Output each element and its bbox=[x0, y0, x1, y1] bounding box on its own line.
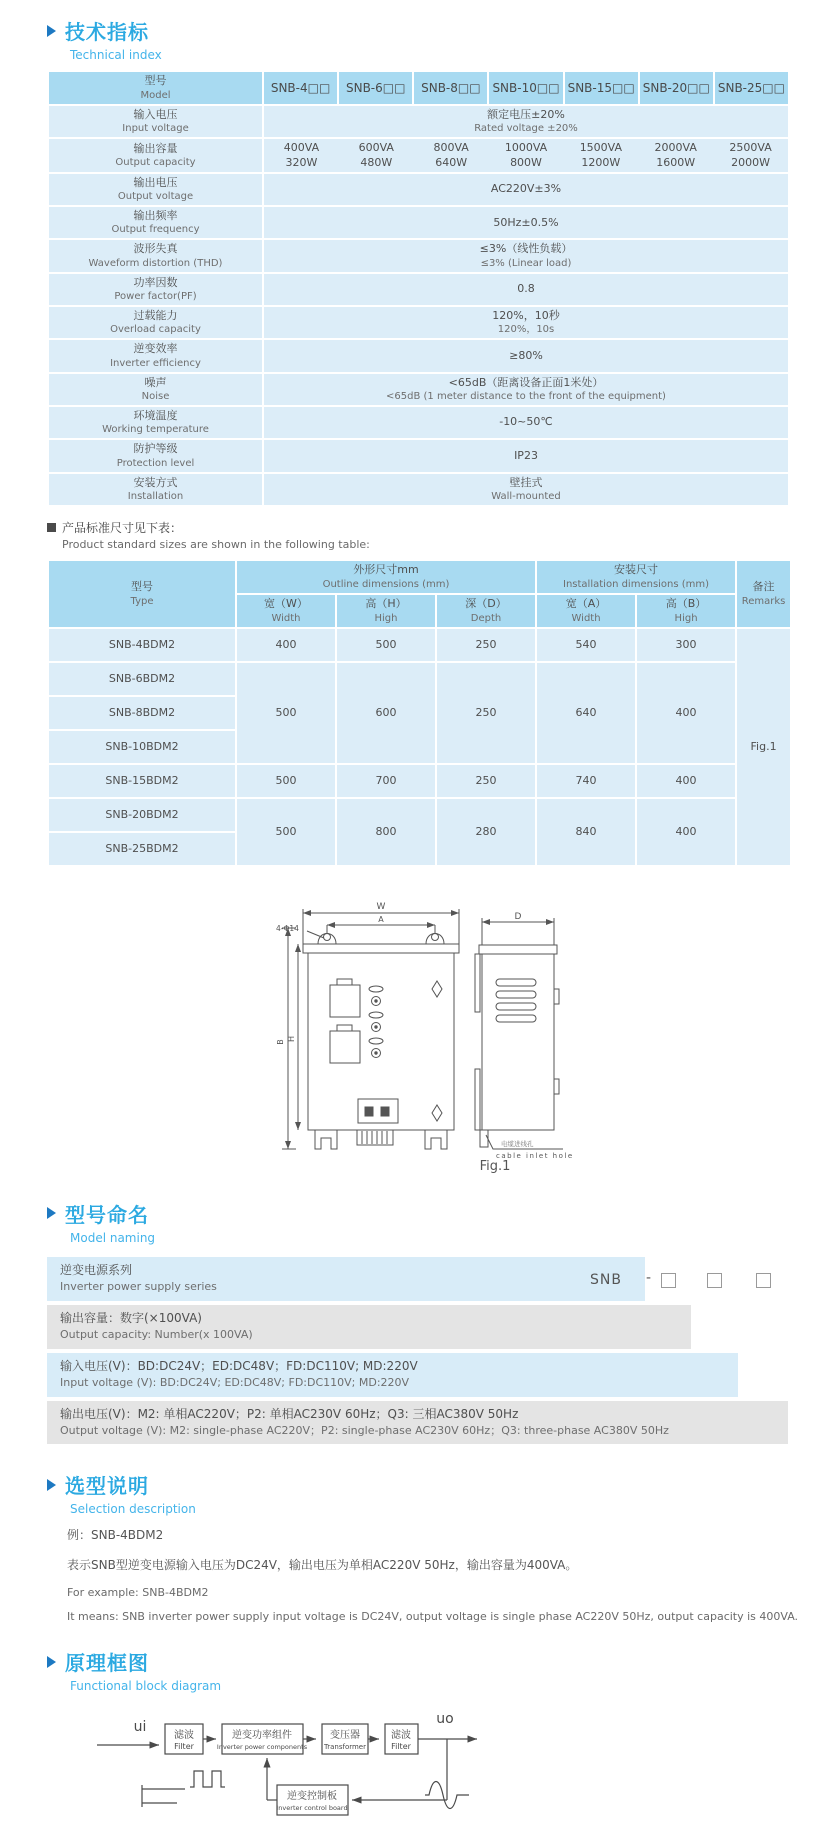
spec-model-col: SNB-6□□ bbox=[338, 71, 413, 105]
diagram-section-header bbox=[47, 1647, 830, 1676]
size-dim-cell: 280 bbox=[436, 798, 536, 866]
size-type-cell: SNB-15BDM2 bbox=[48, 764, 236, 798]
spec-row-value: 壁挂式 Wall-mounted bbox=[263, 473, 789, 506]
naming-row bbox=[47, 1305, 691, 1349]
size-dim-cell: 500 bbox=[336, 628, 436, 662]
model-code-box-3 bbox=[756, 1273, 771, 1288]
datasheet-page bbox=[0, 16, 830, 1824]
capacity-cell: 800VA 640W bbox=[433, 141, 469, 169]
section-subtitle: Functional block diagram bbox=[70, 1679, 222, 1694]
holes-label: 4-Φ14 bbox=[276, 923, 299, 933]
size-header-row-1 bbox=[48, 560, 791, 594]
size-note-cn: 产品标准尺寸见下表： bbox=[62, 520, 183, 535]
size-dim-cell: 250 bbox=[436, 662, 536, 764]
diagram-box-en: Inverter power components bbox=[216, 1743, 308, 1752]
value-en: Rated voltage ±20% bbox=[474, 123, 578, 135]
size-type-cell: SNB-20BDM2 bbox=[48, 798, 236, 832]
size-type-cell: SNB-4BDM2 bbox=[48, 628, 236, 662]
naming-row-en: Input voltage (V): BD:DC24V; ED:DC48V; FD:DC110V; MD:220V bbox=[60, 1376, 410, 1390]
spec-model-col: SNB-10□□ bbox=[488, 71, 563, 105]
size-note bbox=[47, 519, 830, 536]
model-code: SNB bbox=[590, 1271, 622, 1288]
label-cn: 功率因数 bbox=[133, 275, 178, 289]
size-dim-cell: 740 bbox=[536, 764, 636, 798]
label-en: Installation bbox=[127, 490, 184, 502]
table-row bbox=[48, 138, 789, 173]
spec-row-value bbox=[263, 105, 789, 138]
spec-row-value: ≤3%（线性负载） ≤3% (Linear load) bbox=[263, 239, 789, 272]
size-dim-cell: 500 bbox=[236, 764, 336, 798]
spec-row-label bbox=[48, 173, 263, 206]
spec-row-value: 0.8 bbox=[263, 273, 789, 306]
spec-model-col: SNB-8□□ bbox=[413, 71, 488, 105]
value-cn: 额定电压±20% bbox=[487, 108, 565, 121]
capacity-cell: 2500VA 2000W bbox=[729, 141, 772, 169]
size-dim-cell: 500 bbox=[236, 662, 336, 764]
size-type-cell: SNB-25BDM2 bbox=[48, 832, 236, 866]
size-dim-cell: 700 bbox=[336, 764, 436, 798]
spec-header-row bbox=[48, 71, 789, 105]
section-title: 技术指标 bbox=[65, 20, 149, 44]
size-dim-cell: 250 bbox=[436, 628, 536, 662]
block-diagram bbox=[85, 1705, 605, 1840]
spec-row-label bbox=[48, 373, 263, 406]
capacity-cell: 400VA 320W bbox=[283, 141, 320, 169]
spec-row-value: 120%，10秒 120%，10s bbox=[263, 306, 789, 339]
label-cn: 环境温度 bbox=[133, 408, 178, 422]
naming-row-cn: 逆变电源系列 bbox=[60, 1262, 133, 1277]
label-en: Inverter efficiency bbox=[110, 357, 201, 369]
inlet-label-cn: 电缆进线孔 bbox=[501, 1139, 534, 1148]
spec-row-label bbox=[48, 439, 263, 472]
naming-row-en: Inverter power supply series bbox=[60, 1280, 217, 1294]
size-header-remarks: 备注 Remarks bbox=[736, 560, 791, 628]
diagram-input-label: ui bbox=[133, 1719, 147, 1736]
table-row bbox=[48, 306, 789, 339]
table-row bbox=[48, 798, 791, 832]
naming-row-cn: 输出容量：数字(×100VA) bbox=[60, 1310, 202, 1325]
spec-row-label bbox=[48, 239, 263, 272]
selection-meaning-cn: 表示SNB型逆变电源输入电压为DC24V，输出电压为单相AC220V 50Hz，输出容量为400VA。 bbox=[67, 1558, 578, 1573]
spec-row-value: <65dB（距离设备正面1米处） <65dB (1 meter distance to the front of the equipment) bbox=[263, 373, 789, 406]
label-en: Output frequency bbox=[111, 224, 200, 236]
size-note-en: Product standard sizes are shown in the following table: bbox=[62, 537, 370, 551]
label-en: Input voltage bbox=[122, 123, 189, 135]
size-subcol: 宽（W） Width bbox=[236, 594, 336, 628]
section-subtitle: Technical index bbox=[70, 48, 162, 62]
table-row bbox=[48, 628, 791, 662]
naming-section-header bbox=[47, 1199, 830, 1228]
spec-row-label bbox=[48, 105, 263, 138]
dimension-drawing bbox=[230, 897, 700, 1177]
diagram-box-cn: 逆变控制板 bbox=[287, 1791, 337, 1803]
label-cn: 输出容量 bbox=[133, 141, 178, 155]
table-row bbox=[48, 105, 789, 138]
size-header-install: 安装尺寸 Installation dimensions (mm) bbox=[536, 560, 736, 594]
size-type-cell: SNB-6BDM2 bbox=[48, 662, 236, 696]
table-row bbox=[48, 373, 789, 406]
table-row bbox=[48, 406, 789, 439]
label-cn: 输出频率 bbox=[133, 209, 178, 223]
selection-section-header bbox=[47, 1470, 830, 1499]
size-header-outline: 外形尺寸mm Outline dimensions (mm) bbox=[236, 560, 536, 594]
size-dim-cell: 400 bbox=[636, 764, 736, 798]
spec-model-col: SNB-25□□ bbox=[714, 71, 789, 105]
spec-model-col: SNB-4□□ bbox=[263, 71, 338, 105]
spec-header-model bbox=[48, 71, 263, 105]
section-title: 选型说明 bbox=[65, 1474, 149, 1499]
model-naming-widget bbox=[47, 1257, 790, 1445]
dim-label-h: H bbox=[287, 1035, 296, 1042]
diagram-box-en: Inverter control board bbox=[276, 1804, 348, 1813]
technical-section-header bbox=[47, 16, 830, 45]
size-subcol: 宽（A） Width bbox=[536, 594, 636, 628]
naming-row-en: Output voltage (V): M2: single-phase AC220V；P2: single-phase AC230V 60Hz；Q3: three-phase AC380V 50Hz bbox=[60, 1424, 669, 1438]
selection-example-en: For example: SNB-4BDM2 bbox=[67, 1586, 209, 1600]
model-code-dash: - bbox=[646, 1269, 652, 1286]
size-dim-cell: 500 bbox=[236, 798, 336, 866]
label-en: Output voltage bbox=[117, 191, 194, 203]
spec-row-label bbox=[48, 406, 263, 439]
spec-row-value: 50Hz±0.5% bbox=[263, 206, 789, 239]
figure-caption: Fig.1 bbox=[479, 1158, 511, 1174]
table-row bbox=[48, 206, 789, 239]
dim-label-a: A bbox=[378, 914, 384, 924]
diagram-box-cn: 滤波 bbox=[391, 1730, 411, 1742]
size-subcol: 深（D） Depth bbox=[436, 594, 536, 628]
capacity-cell: 600VA 480W bbox=[358, 141, 394, 169]
size-dim-cell: 250 bbox=[436, 764, 536, 798]
model-code-box-2 bbox=[707, 1273, 722, 1288]
spec-row-label bbox=[48, 473, 263, 506]
diagram-box-cn: 变压器 bbox=[330, 1730, 360, 1742]
naming-row-cn: 输出电压(V)：M2: 单相AC220V；P2: 单相AC230V 60Hz；Q3: 三相AC380V 50Hz bbox=[60, 1406, 519, 1421]
spec-row-value: AC220V±3% bbox=[263, 173, 789, 206]
table-row bbox=[48, 239, 789, 272]
diagram-box-cn: 滤波 bbox=[174, 1730, 194, 1742]
section-arrow-icon bbox=[47, 25, 56, 37]
dim-label-w: W bbox=[376, 901, 386, 912]
label-en: Waveform distortion (THD) bbox=[88, 257, 223, 269]
size-remark-cell: Fig.1 bbox=[736, 628, 791, 866]
inlet-label-en: cable inlet hole bbox=[496, 1151, 574, 1160]
section-title: 原理框图 bbox=[65, 1651, 149, 1676]
label-cn: 输出电压 bbox=[133, 175, 178, 189]
diagram-box-en: Filter bbox=[174, 1742, 194, 1752]
section-arrow-icon bbox=[47, 1207, 56, 1219]
selection-example-cn: 例：SNB-4BDM2 bbox=[67, 1528, 164, 1543]
label-en: Working temperature bbox=[102, 424, 209, 436]
capacity-cell: 1000VA 800W bbox=[504, 141, 548, 169]
label-en: Overload capacity bbox=[110, 324, 201, 336]
dim-label-b: B bbox=[276, 1039, 285, 1045]
spec-row-label bbox=[48, 306, 263, 339]
naming-row-en: Output capacity: Number(x 100VA) bbox=[60, 1328, 253, 1342]
diagram-box-en: Transformer bbox=[323, 1743, 367, 1752]
section-subtitle: Model naming bbox=[70, 1230, 156, 1245]
section-subtitle: Selection description bbox=[70, 1502, 196, 1517]
label-cn: 逆变效率 bbox=[133, 342, 178, 356]
spec-row-label bbox=[48, 273, 263, 306]
table-row bbox=[48, 473, 789, 506]
table-row bbox=[48, 662, 791, 696]
naming-row-cn: 输入电压(V)：BD:DC24V；ED:DC48V；FD:DC110V; MD:220V bbox=[60, 1358, 418, 1373]
spec-model-col: SNB-20□□ bbox=[639, 71, 714, 105]
capacity-cell: 2000VA 1600W bbox=[654, 141, 697, 169]
table-row bbox=[48, 439, 789, 472]
size-dim-cell: 300 bbox=[636, 628, 736, 662]
spec-header-model-cn: 型号 bbox=[144, 74, 167, 88]
label-cn: 过载能力 bbox=[133, 309, 178, 323]
capacity-cell: 1500VA 1200W bbox=[579, 141, 623, 169]
size-dim-cell: 800 bbox=[336, 798, 436, 866]
spec-row-label bbox=[48, 339, 263, 372]
section-title: 型号命名 bbox=[65, 1202, 149, 1227]
label-en: Output capacity bbox=[115, 157, 196, 169]
size-dim-cell: 400 bbox=[236, 628, 336, 662]
table-row bbox=[48, 173, 789, 206]
label-cn: 防护等级 bbox=[133, 442, 178, 456]
spec-row-value: IP23 bbox=[263, 439, 789, 472]
size-dim-cell: 400 bbox=[636, 798, 736, 866]
label-en: Power factor(PF) bbox=[114, 291, 197, 303]
bullet-square-icon bbox=[47, 523, 56, 532]
diagram-box-en: Filter bbox=[391, 1742, 411, 1752]
size-dim-cell: 600 bbox=[336, 662, 436, 764]
selection-meaning-en: It means: SNB inverter power supply input voltage is DC24V, output voltage is single phase AC220V 50Hz, output capacity is 400VA. bbox=[67, 1610, 799, 1624]
size-dim-cell: 400 bbox=[636, 662, 736, 764]
label-cn: 波形失真 bbox=[133, 242, 178, 256]
size-subcol: 高（B） High bbox=[636, 594, 736, 628]
spec-row-label bbox=[48, 138, 263, 173]
table-row bbox=[48, 764, 791, 798]
naming-row bbox=[47, 1401, 788, 1445]
size-subcol: 高（H） High bbox=[336, 594, 436, 628]
spec-row-value: ≥80% bbox=[263, 339, 789, 372]
spec-model-col: SNB-15□□ bbox=[564, 71, 639, 105]
size-dim-cell: 640 bbox=[536, 662, 636, 764]
size-dim-cell: 840 bbox=[536, 798, 636, 866]
section-arrow-icon bbox=[47, 1656, 56, 1668]
size-dim-cell: 540 bbox=[536, 628, 636, 662]
model-code-box-1 bbox=[661, 1273, 676, 1288]
spec-table bbox=[47, 70, 790, 507]
section-arrow-icon bbox=[47, 1479, 56, 1491]
diagram-output-label: uo bbox=[436, 1711, 454, 1728]
label-en: Noise bbox=[141, 390, 170, 402]
size-header-type: 型号 Type bbox=[48, 560, 236, 628]
label-en: Protection level bbox=[116, 457, 195, 469]
size-type-cell: SNB-8BDM2 bbox=[48, 696, 236, 730]
label-cn: 噪声 bbox=[144, 375, 167, 389]
naming-row bbox=[47, 1353, 738, 1397]
table-row bbox=[48, 339, 789, 372]
spec-row-label bbox=[48, 206, 263, 239]
label-cn: 输入电压 bbox=[133, 108, 178, 121]
spec-row-value: -10~50℃ bbox=[263, 406, 789, 439]
label-cn: 安装方式 bbox=[133, 475, 178, 489]
spec-capacity-cells bbox=[263, 138, 789, 173]
size-type-cell: SNB-10BDM2 bbox=[48, 730, 236, 764]
spec-header-model-en: Model bbox=[140, 89, 171, 101]
dim-label-d: D bbox=[514, 911, 522, 922]
diagram-box-cn: 逆变功率组件 bbox=[232, 1730, 292, 1742]
table-row bbox=[48, 273, 789, 306]
size-table bbox=[47, 559, 792, 867]
naming-row bbox=[47, 1257, 645, 1301]
